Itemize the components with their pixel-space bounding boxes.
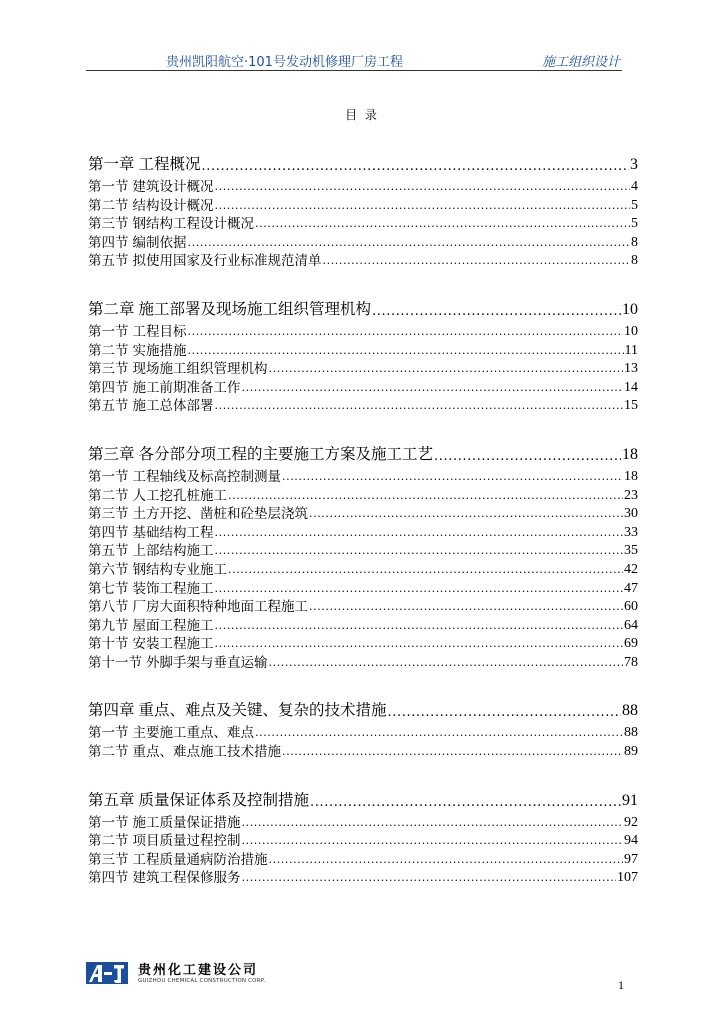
chapter-number: 第二章 [88, 299, 135, 318]
section-title: 装饰工程施工 [132, 580, 214, 597]
dot-leader [242, 869, 617, 888]
section-number: 第三节 [88, 851, 129, 868]
toc-entry-label [88, 654, 268, 673]
section-number: 第二节 [88, 744, 129, 761]
toc-entry-label [88, 743, 281, 762]
toc-page-number: 30 [624, 506, 638, 522]
toc-section-entry[interactable] [88, 487, 638, 506]
toc-page-number: 8 [631, 253, 638, 269]
section-title: 施工总体部署 [132, 398, 214, 415]
company-name-cn: 贵州化工建设公司 [138, 963, 259, 978]
section-title: 屋面工程施工 [132, 617, 214, 634]
toc-page-number: 88 [622, 702, 638, 720]
toc-chapter-entry[interactable] [88, 150, 638, 174]
dot-leader [215, 178, 631, 197]
section-title: 上部结构施工 [132, 543, 214, 560]
toc-page-number: 78 [624, 654, 638, 670]
dot-leader [310, 795, 621, 810]
dot-leader [215, 542, 624, 561]
section-title: 拟使用国家及行业标准规范清单 [132, 253, 322, 270]
toc-chapter-entry[interactable] [88, 786, 638, 810]
dot-leader [309, 598, 623, 617]
dot-leader [323, 252, 631, 271]
section-number: 第九节 [88, 617, 129, 634]
toc-section-entry[interactable] [88, 524, 638, 543]
chapter-number: 第一章 [88, 155, 135, 173]
toc-page-number: 42 [624, 561, 638, 577]
toc-entry-label [88, 505, 308, 524]
dot-leader [188, 234, 631, 253]
section-number: 第一节 [88, 725, 129, 742]
toc-page-number: 3 [630, 156, 638, 173]
toc-page-number: 10 [622, 300, 638, 318]
toc-section-entry[interactable] [88, 851, 638, 870]
section-title: 编制依据 [132, 234, 187, 251]
toc-page-number: 60 [624, 599, 638, 615]
toc-page-number: 97 [624, 851, 638, 867]
toc-section-entry[interactable] [88, 379, 638, 398]
dot-leader [309, 505, 623, 524]
toc-chapter-entry[interactable] [88, 295, 638, 319]
chapter-spacer [88, 762, 638, 786]
section-number: 第三节 [88, 216, 129, 233]
dot-leader [372, 304, 621, 319]
toc-section-entry[interactable] [88, 360, 638, 379]
table-of-contents [88, 150, 638, 888]
toc-page-number: 14 [624, 379, 638, 395]
toc-page-number: 64 [624, 617, 638, 633]
toc-section-entry[interactable] [88, 397, 638, 416]
dot-leader [388, 705, 621, 720]
chapter-title: 重点、难点及关键、复杂的技术措施 [138, 701, 387, 720]
chapter-spacer [88, 271, 638, 295]
dot-leader [282, 743, 623, 762]
section-title: 施工质量保证措施 [132, 814, 241, 831]
page-number: 1 [618, 978, 624, 992]
toc-entry-label [88, 561, 227, 580]
toc-entry-label [88, 542, 214, 561]
toc-section-entry[interactable] [88, 542, 638, 561]
toc-page-number: 10 [624, 323, 638, 339]
toc-page-number: 5 [631, 197, 638, 213]
chapter-number: 第四章 [88, 701, 135, 720]
section-number: 第二节 [88, 197, 129, 214]
chapter-title: 工程概况 [138, 155, 201, 173]
toc-entry-label [88, 524, 214, 543]
section-title: 结构设计概况 [132, 197, 214, 214]
dot-leader [215, 635, 624, 654]
section-title: 安装工程施工 [132, 636, 214, 653]
toc-section-entry[interactable] [88, 178, 638, 197]
toc-entry-label [88, 297, 371, 319]
section-number: 第十一节 [88, 654, 142, 671]
toc-chapter-entry[interactable] [88, 696, 638, 720]
section-title: 实施措施 [132, 342, 187, 359]
chapter-spacer [88, 672, 638, 696]
section-title: 钢结构工程设计概况 [132, 216, 254, 233]
company-name-en: GUIZHOU CHEMICAL CONSTRUCTION CORP. [138, 978, 266, 984]
chapter-number: 第三章 [88, 444, 135, 463]
chapter-title: 质量保证体系及控制措施 [138, 790, 310, 809]
toc-section-entry[interactable] [88, 342, 638, 361]
toc-section-entry[interactable] [88, 869, 638, 888]
section-title: 主要施工重点、难点 [132, 725, 254, 742]
toc-entry-label [88, 832, 241, 851]
dot-leader [228, 487, 623, 506]
section-title: 工程质量通病防治措施 [132, 851, 268, 868]
section-title: 重点、难点施工技术措施 [132, 744, 281, 761]
section-title: 项目质量过程控制 [132, 833, 241, 850]
toc-section-entry[interactable] [88, 598, 638, 617]
section-number: 第四节 [88, 524, 129, 541]
section-number: 第一节 [88, 814, 129, 831]
section-number: 第十节 [88, 636, 129, 653]
toc-page-number: 11 [624, 342, 638, 358]
section-number: 第三节 [88, 361, 129, 378]
toc-page-number: 94 [624, 833, 638, 849]
toc-page-number: 8 [631, 234, 638, 250]
toc-section-entry[interactable] [88, 561, 638, 580]
chapter-spacer [88, 416, 638, 440]
toc-section-entry[interactable] [88, 215, 638, 234]
toc-entry-label [88, 869, 241, 888]
toc-entry-label [88, 397, 214, 416]
toc-entry-label [88, 178, 214, 197]
toc-entry-label [88, 487, 227, 506]
toc-chapter-entry[interactable] [88, 440, 638, 464]
toc-section-entry[interactable] [88, 505, 638, 524]
section-title: 厂房大面积特种地面工程施工 [132, 599, 308, 616]
section-number: 第四节 [88, 379, 129, 396]
toc-section-entry[interactable] [88, 635, 638, 654]
toc-entry-label [88, 379, 241, 398]
toc-section-entry[interactable] [88, 580, 638, 599]
dot-leader [188, 342, 624, 361]
dot-leader [202, 159, 629, 174]
section-title: 建筑设计概况 [132, 179, 214, 195]
toc-page-number: 91 [622, 791, 638, 809]
toc-section-entry[interactable] [88, 724, 638, 743]
toc-page-number: 13 [624, 361, 638, 377]
toc-entry-label [88, 152, 201, 174]
section-number: 第二节 [88, 342, 129, 359]
toc-entry-label [88, 851, 268, 870]
toc-page-number: 89 [624, 744, 638, 760]
dot-leader [215, 617, 624, 636]
dot-leader [242, 814, 624, 833]
section-title: 人工挖孔桩施工 [132, 487, 227, 504]
toc-page-number: 18 [624, 468, 638, 484]
toc-entry-label [88, 814, 241, 833]
section-number: 第一节 [88, 323, 129, 340]
toc-entry-label [88, 598, 308, 617]
toc-entry-label [88, 234, 187, 253]
toc-section-entry[interactable] [88, 617, 638, 636]
dot-leader [215, 397, 624, 416]
toc-entry-label [88, 252, 322, 271]
section-title: 施工前期准备工作 [132, 379, 241, 396]
toc-section-entry[interactable] [88, 654, 638, 673]
toc-page-number: 47 [624, 580, 638, 596]
dot-leader [228, 561, 623, 580]
toc-section-entry[interactable] [88, 814, 638, 833]
dot-leader [215, 524, 624, 543]
toc-entry-label [88, 617, 214, 636]
section-number: 第八节 [88, 599, 129, 616]
toc-section-entry[interactable] [88, 468, 638, 487]
toc-entry-label [88, 788, 309, 810]
toc-entry-label [88, 323, 187, 342]
toc-entry-label [88, 580, 214, 599]
toc-page-number: 107 [617, 870, 638, 886]
section-number: 第五节 [88, 543, 129, 560]
section-title: 土方开挖、凿桩和砼垫层浇筑 [132, 506, 308, 523]
toc-page-number: 18 [622, 445, 638, 463]
toc-page-number: 23 [624, 487, 638, 503]
toc-section-entry[interactable] [88, 234, 638, 253]
toc-section-entry[interactable] [88, 323, 638, 342]
section-number: 第五节 [88, 398, 129, 415]
toc-entry-label [88, 724, 254, 743]
section-number: 第七节 [88, 580, 129, 597]
section-number: 第二节 [88, 833, 129, 850]
section-title: 外脚手架与垂直运输 [146, 654, 268, 671]
section-title: 工程轴线及标高控制测量 [132, 468, 281, 485]
section-number: 第一节 [88, 468, 129, 485]
dot-leader [242, 832, 624, 851]
toc-entry-label [88, 342, 187, 361]
section-number: 第一节 [88, 179, 129, 195]
toc-section-entry[interactable] [88, 743, 638, 762]
chapter-title: 各分部分项工程的主要施工方案及施工工艺 [138, 444, 434, 463]
toc-section-entry[interactable] [88, 197, 638, 216]
toc-page-number: 4 [631, 179, 638, 194]
toc-page-number: 15 [624, 398, 638, 414]
dot-leader [269, 360, 624, 379]
dot-leader [215, 197, 631, 216]
dot-leader [255, 724, 623, 743]
toc-entry-label [88, 468, 281, 487]
toc-section-entry[interactable] [88, 252, 638, 271]
toc-page-number: 5 [631, 216, 638, 232]
dot-leader [215, 580, 624, 599]
chapter-number: 第五章 [88, 790, 135, 809]
section-number: 第二节 [88, 487, 129, 504]
dot-leader [269, 851, 624, 870]
dot-leader [255, 215, 630, 234]
section-number: 第五节 [88, 253, 129, 270]
section-title: 工程目标 [132, 323, 187, 340]
toc-section-entry[interactable] [88, 832, 638, 851]
section-number: 第三节 [88, 506, 129, 523]
toc-entry-label [88, 197, 214, 216]
toc-page-number: 33 [624, 524, 638, 540]
toc-entry-label [88, 360, 268, 379]
toc-page-number: 69 [624, 636, 638, 652]
dot-leader [242, 379, 624, 398]
dot-leader [269, 654, 624, 673]
chapter-title: 施工部署及现场施工组织管理机构 [138, 299, 372, 318]
section-title: 现场施工组织管理机构 [132, 361, 268, 378]
toc-entry-label [88, 442, 433, 464]
header-document-type: 施工组织设计 [541, 55, 620, 70]
header-project-title: 贵州凯阳航空·101号发动机修理厂房工程 [166, 55, 403, 70]
company-logo-icon [86, 958, 128, 988]
section-title: 钢结构专业施工 [132, 561, 227, 578]
dot-leader [434, 449, 621, 464]
section-number: 第四节 [88, 234, 129, 251]
company-logo [86, 958, 276, 990]
toc-page-number: 35 [624, 543, 638, 559]
dot-leader [188, 323, 624, 342]
toc-title: 目 录 [345, 108, 379, 122]
toc-entry-label [88, 698, 387, 720]
section-number: 第六节 [88, 561, 129, 578]
section-number: 第四节 [88, 870, 129, 887]
toc-page-number: 92 [624, 814, 638, 830]
toc-entry-label [88, 215, 254, 234]
dot-leader [282, 468, 623, 487]
toc-entry-label [88, 635, 214, 654]
toc-page-number: 88 [624, 725, 638, 741]
section-title: 建筑工程保修服务 [132, 870, 241, 887]
section-title: 基础结构工程 [132, 524, 214, 541]
page-header [86, 50, 622, 71]
